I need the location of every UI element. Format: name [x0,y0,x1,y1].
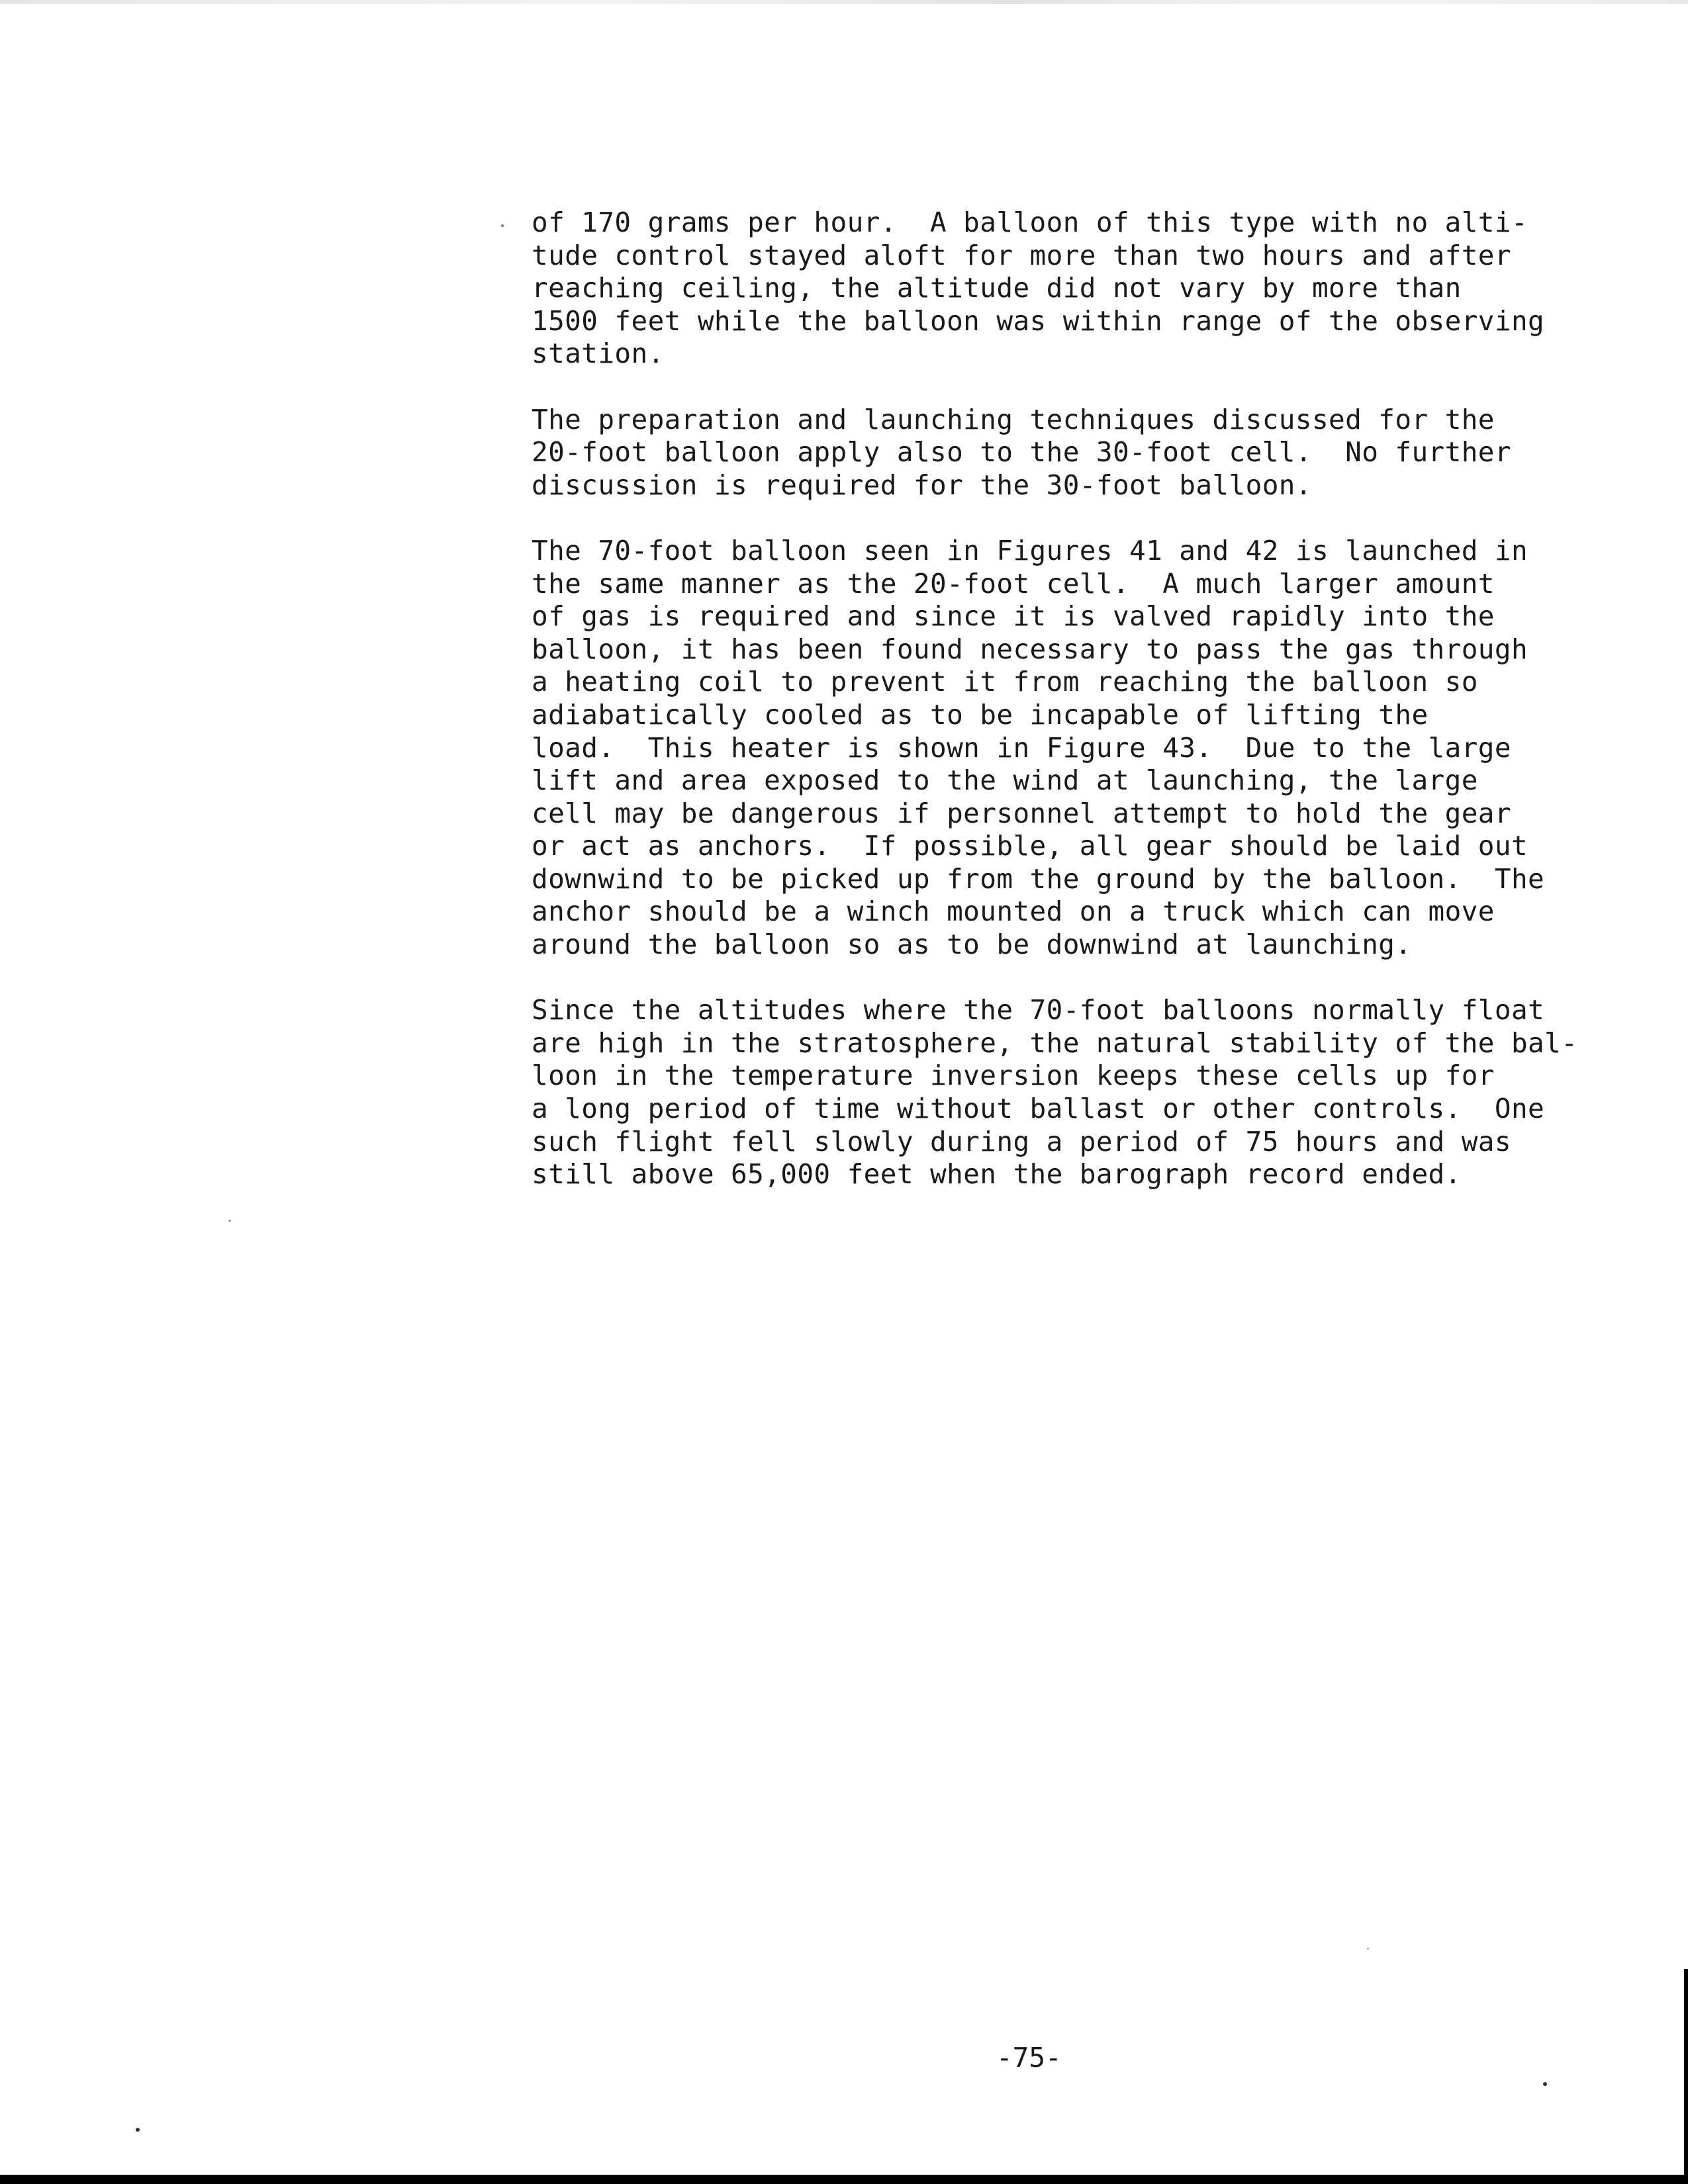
paragraph-3 [532,535,1577,962]
paragraph-2 [532,404,1577,502]
text-line: discussion is required for the 30-foot balloon. [532,469,1312,501]
text-line: around the balloon so as to be downwind at launching. [532,929,1412,961]
text-line: 20-foot balloon apply also to the 30-foot cell. No further [532,436,1511,469]
scan-speck [1367,1948,1369,1950]
scan-top-edge [0,0,1688,4]
text-line: a heating coil to prevent it from reaching the balloon so [532,666,1478,698]
text-line: The 70-foot balloon seen in Figures 41 and 42 is launched in [532,534,1528,567]
text-line: cell may be dangerous if personnel attempt to hold the gear [532,797,1511,829]
text-line: anchor should be a winch mounted on a truck which can move [532,895,1495,928]
paragraph-1 [532,206,1577,371]
text-line: adiabatically cooled as to be incapable of lifting the [532,698,1429,731]
scan-right-edge [1684,1969,1688,2184]
scan-speck [1543,2082,1547,2086]
text-line: still above 65,000 feet when the barograph record ended. [532,1158,1462,1191]
text-line: or act as anchors. If possible, all gear should be laid out [532,830,1528,862]
text-line: the same manner as the 20-foot cell. A much larger amount [532,567,1495,600]
text-line: load. This heater is shown in Figure 43. Due to the large [532,731,1511,764]
text-line: tude control stayed aloft for more than two hours and after [532,239,1511,271]
scan-speck [136,2128,140,2132]
text-line: lift and area exposed to the wind at launching, the large [532,764,1478,797]
text-line: a long period of time without ballast or other controls. One [532,1093,1545,1125]
text-line: balloon, it has been found necessary to pass the gas through [532,633,1528,665]
text-line: of 170 grams per hour. A balloon of this type with no alti- [532,206,1528,238]
text-line: station. [532,338,665,370]
scan-bottom-edge [0,2175,1688,2184]
text-line: downwind to be picked up from the ground by the balloon. The [532,862,1545,895]
body-text [532,206,1577,1224]
text-line: Since the altitudes where the 70-foot balloons normally float [532,994,1545,1026]
scan-speck [228,1220,231,1222]
scan-speck [501,224,504,227]
text-line: such flight fell slowly during a period of 75 hours and was [532,1125,1511,1158]
paragraph-4 [532,994,1577,1191]
text-line: are high in the stratosphere, the natural stability of the bal- [532,1026,1578,1059]
text-line: reaching ceiling, the altitude did not vary by more than [532,272,1462,304]
text-line: of gas is required and since it is valved rapidly into the [532,600,1495,633]
text-line: 1500 feet while the balloon was within range of the observing [532,304,1545,337]
text-line: loon in the temperature inversion keeps these cells up for [532,1060,1495,1092]
page-number: -75- [996,2042,1062,2073]
text-line: The preparation and launching techniques discussed for the [532,403,1495,435]
